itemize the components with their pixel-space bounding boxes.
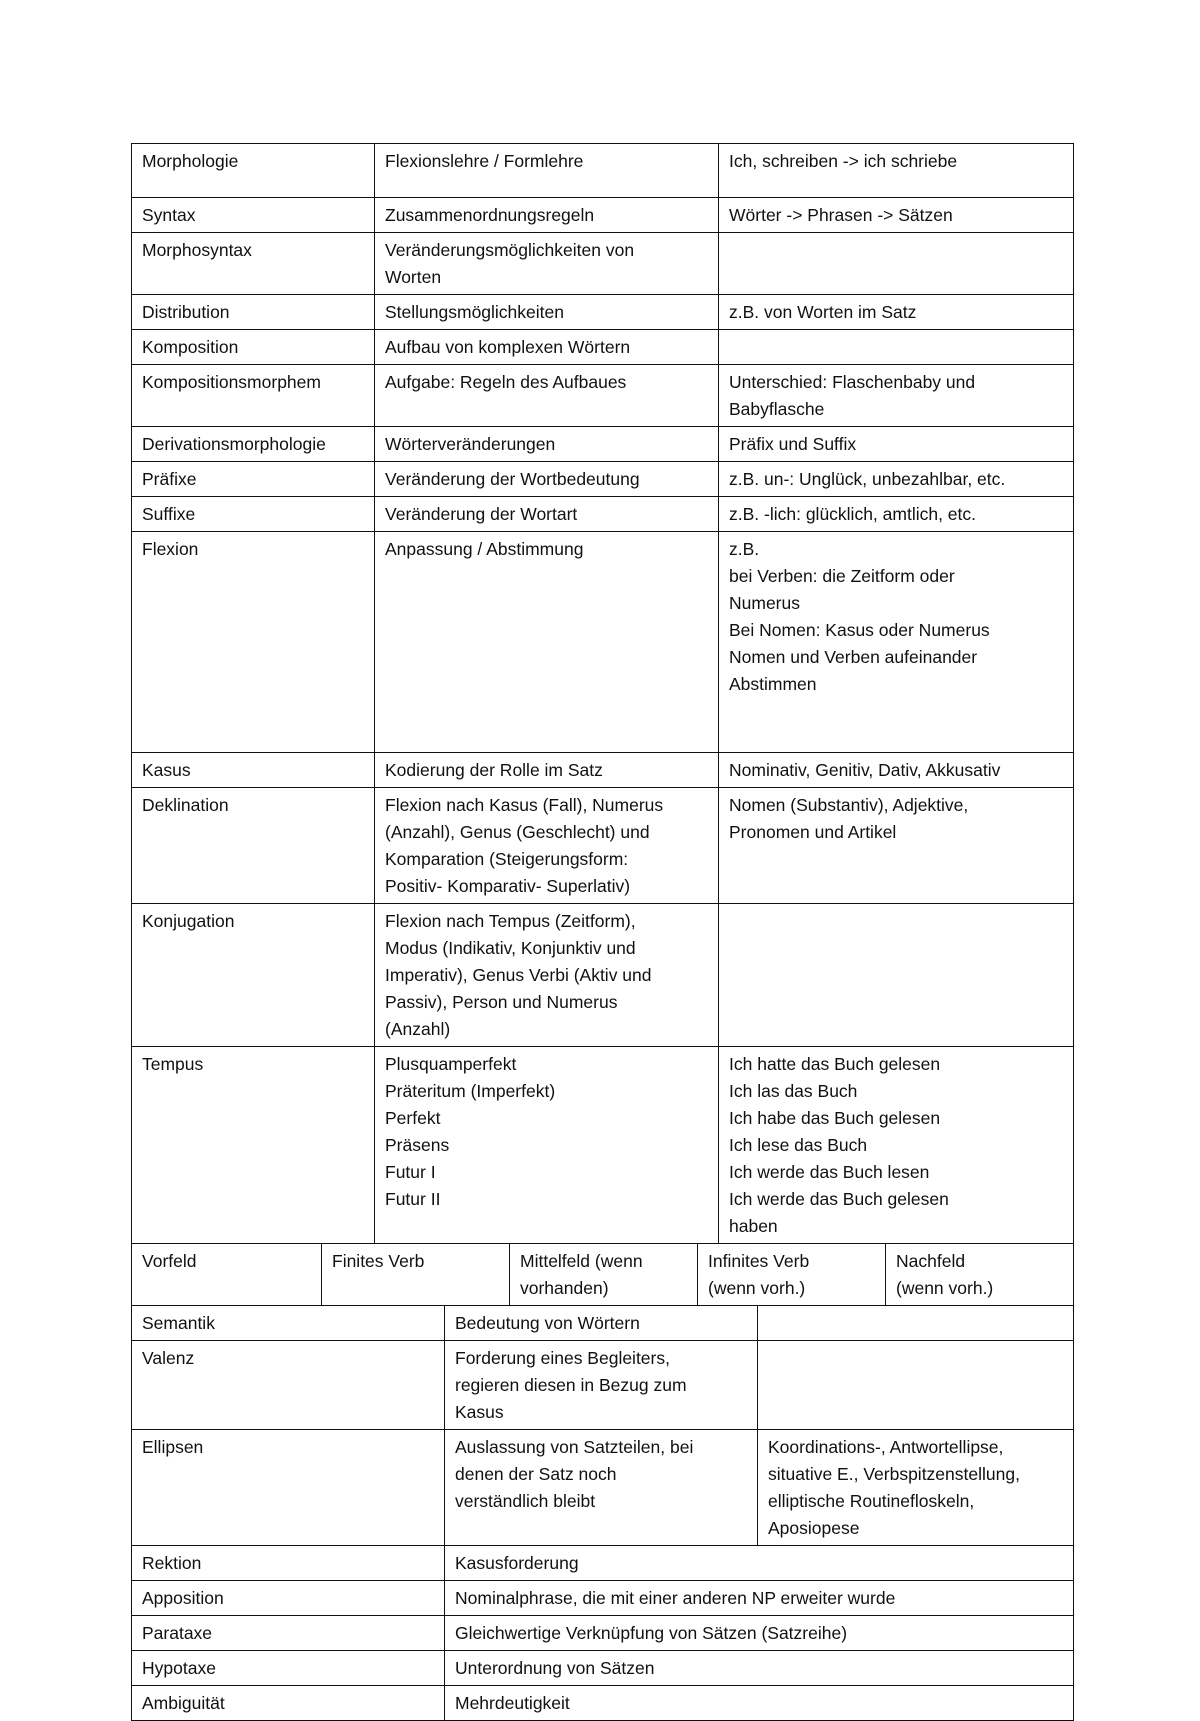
- definition-cell: Kasusforderung: [445, 1546, 1074, 1581]
- term-cell: Parataxe: [132, 1616, 445, 1651]
- example-cell: Präfix und Suffix: [719, 427, 1074, 462]
- table-row: [132, 1651, 1074, 1686]
- definition-cell: Aufbau von komplexen Wörtern: [375, 330, 719, 365]
- term-cell: Konjugation: [132, 904, 375, 1047]
- table-row: [132, 1581, 1074, 1616]
- sentence-fields-table: [131, 1244, 1074, 1306]
- example-cell: Nominativ, Genitiv, Dativ, Akkusativ: [719, 753, 1074, 788]
- example-cell: [758, 1306, 1074, 1341]
- term-cell: Derivationsmorphologie: [132, 427, 375, 462]
- term-cell: Suffixe: [132, 497, 375, 532]
- table-row: [132, 1244, 1074, 1306]
- table-row: [132, 1430, 1074, 1546]
- example-cell: [758, 1341, 1074, 1430]
- terms-table: [131, 1546, 1074, 1721]
- definition-cell: Kodierung der Rolle im Satz: [375, 753, 719, 788]
- table-row: [132, 1306, 1074, 1341]
- definition-cell: Veränderung der Wortart: [375, 497, 719, 532]
- term-cell: Komposition: [132, 330, 375, 365]
- example-cell: [719, 330, 1074, 365]
- definition-cell: Wörterveränderungen: [375, 427, 719, 462]
- example-cell: Ich hatte das Buch gelesen Ich las das Buch Ich habe das Buch gelesen Ich lese das Buch Ich werde das Buch lesen Ich werde das Buch gelesen haben: [719, 1047, 1074, 1244]
- term-cell: Ellipsen: [132, 1430, 445, 1546]
- definition-cell: Flexionslehre / Formlehre: [375, 144, 719, 198]
- term-cell: Hypotaxe: [132, 1651, 445, 1686]
- definition-cell: Stellungsmöglichkeiten: [375, 295, 719, 330]
- definition-cell: Flexion nach Tempus (Zeitform), Modus (Indikativ, Konjunktiv und Imperativ), Genus Verbi (Aktiv und Passiv), Person und Numerus (Anzahl): [375, 904, 719, 1047]
- term-cell: Semantik: [132, 1306, 445, 1341]
- example-cell: [719, 233, 1074, 295]
- field-cell: Mittelfeld (wenn vorhanden): [510, 1244, 698, 1306]
- example-cell: z.B. bei Verben: die Zeitform oder Numerus Bei Nomen: Kasus oder Numerus Nomen und Verben aufeinander Abstimmen: [719, 532, 1074, 753]
- term-cell: Valenz: [132, 1341, 445, 1430]
- definition-cell: Zusammenordnungsregeln: [375, 198, 719, 233]
- definition-cell: Unterordnung von Sätzen: [445, 1651, 1074, 1686]
- definition-cell: Veränderungsmöglichkeiten von Worten: [375, 233, 719, 295]
- definition-cell: Auslassung von Satzteilen, bei denen der Satz noch verständlich bleibt: [445, 1430, 758, 1546]
- table-row: [132, 1047, 1074, 1244]
- table-row: [132, 233, 1074, 295]
- definition-cell: Nominalphrase, die mit einer anderen NP erweiter wurde: [445, 1581, 1074, 1616]
- definition-cell: Plusquamperfekt Präteritum (Imperfekt) Perfekt Präsens Futur I Futur II: [375, 1047, 719, 1244]
- example-cell: z.B. un-: Unglück, unbezahlbar, etc.: [719, 462, 1074, 497]
- term-cell: Morphologie: [132, 144, 375, 198]
- definition-cell: Forderung eines Begleiters, regieren diesen in Bezug zum Kasus: [445, 1341, 758, 1430]
- table-row: [132, 295, 1074, 330]
- example-cell: [719, 904, 1074, 1047]
- term-cell: Morphosyntax: [132, 233, 375, 295]
- table-row: [132, 497, 1074, 532]
- term-cell: Kompositionsmorphem: [132, 365, 375, 427]
- definition-cell: Bedeutung von Wörtern: [445, 1306, 758, 1341]
- field-cell: Vorfeld: [132, 1244, 322, 1306]
- table-row: [132, 1616, 1074, 1651]
- term-cell: Kasus: [132, 753, 375, 788]
- table-row: [132, 198, 1074, 233]
- example-cell: Koordinations-, Antwortellipse, situative E., Verbspitzenstellung, elliptische Routinefloskeln, Aposiopese: [758, 1430, 1074, 1546]
- table-row: [132, 904, 1074, 1047]
- definition-cell: Gleichwertige Verknüpfung von Sätzen (Satzreihe): [445, 1616, 1074, 1651]
- table-row: [132, 1341, 1074, 1430]
- table-row: [132, 788, 1074, 904]
- semantics-table: [131, 1306, 1074, 1546]
- field-cell: Infinites Verb (wenn vorh.): [698, 1244, 886, 1306]
- definition-cell: Anpassung / Abstimmung: [375, 532, 719, 753]
- table-row: [132, 753, 1074, 788]
- example-cell: z.B. -lich: glücklich, amtlich, etc.: [719, 497, 1074, 532]
- table-row: [132, 462, 1074, 497]
- term-cell: Rektion: [132, 1546, 445, 1581]
- term-cell: Präfixe: [132, 462, 375, 497]
- table-row: [132, 330, 1074, 365]
- table-row: [132, 1686, 1074, 1721]
- term-cell: Apposition: [132, 1581, 445, 1616]
- example-cell: Unterschied: Flaschenbaby und Babyflasche: [719, 365, 1074, 427]
- term-cell: Deklination: [132, 788, 375, 904]
- field-cell: Nachfeld (wenn vorh.): [886, 1244, 1074, 1306]
- term-cell: Syntax: [132, 198, 375, 233]
- definition-cell: Veränderung der Wortbedeutung: [375, 462, 719, 497]
- example-cell: Wörter -> Phrasen -> Sätzen: [719, 198, 1074, 233]
- example-cell: Ich, schreiben -> ich schriebe: [719, 144, 1074, 198]
- table-row: [132, 144, 1074, 198]
- glossary-sheet: [131, 143, 1073, 1721]
- definition-cell: Mehrdeutigkeit: [445, 1686, 1074, 1721]
- example-cell: Nomen (Substantiv), Adjektive, Pronomen und Artikel: [719, 788, 1074, 904]
- term-cell: Ambiguität: [132, 1686, 445, 1721]
- table-row: [132, 1546, 1074, 1581]
- table-row: [132, 427, 1074, 462]
- example-cell: z.B. von Worten im Satz: [719, 295, 1074, 330]
- main-terms-table: [131, 143, 1074, 1244]
- term-cell: Flexion: [132, 532, 375, 753]
- table-row: [132, 532, 1074, 753]
- definition-cell: Aufgabe: Regeln des Aufbaues: [375, 365, 719, 427]
- table-row: [132, 365, 1074, 427]
- term-cell: Distribution: [132, 295, 375, 330]
- definition-cell: Flexion nach Kasus (Fall), Numerus (Anzahl), Genus (Geschlecht) und Komparation (Steigerungsform: Positiv- Komparativ- Superlativ): [375, 788, 719, 904]
- term-cell: Tempus: [132, 1047, 375, 1244]
- field-cell: Finites Verb: [322, 1244, 510, 1306]
